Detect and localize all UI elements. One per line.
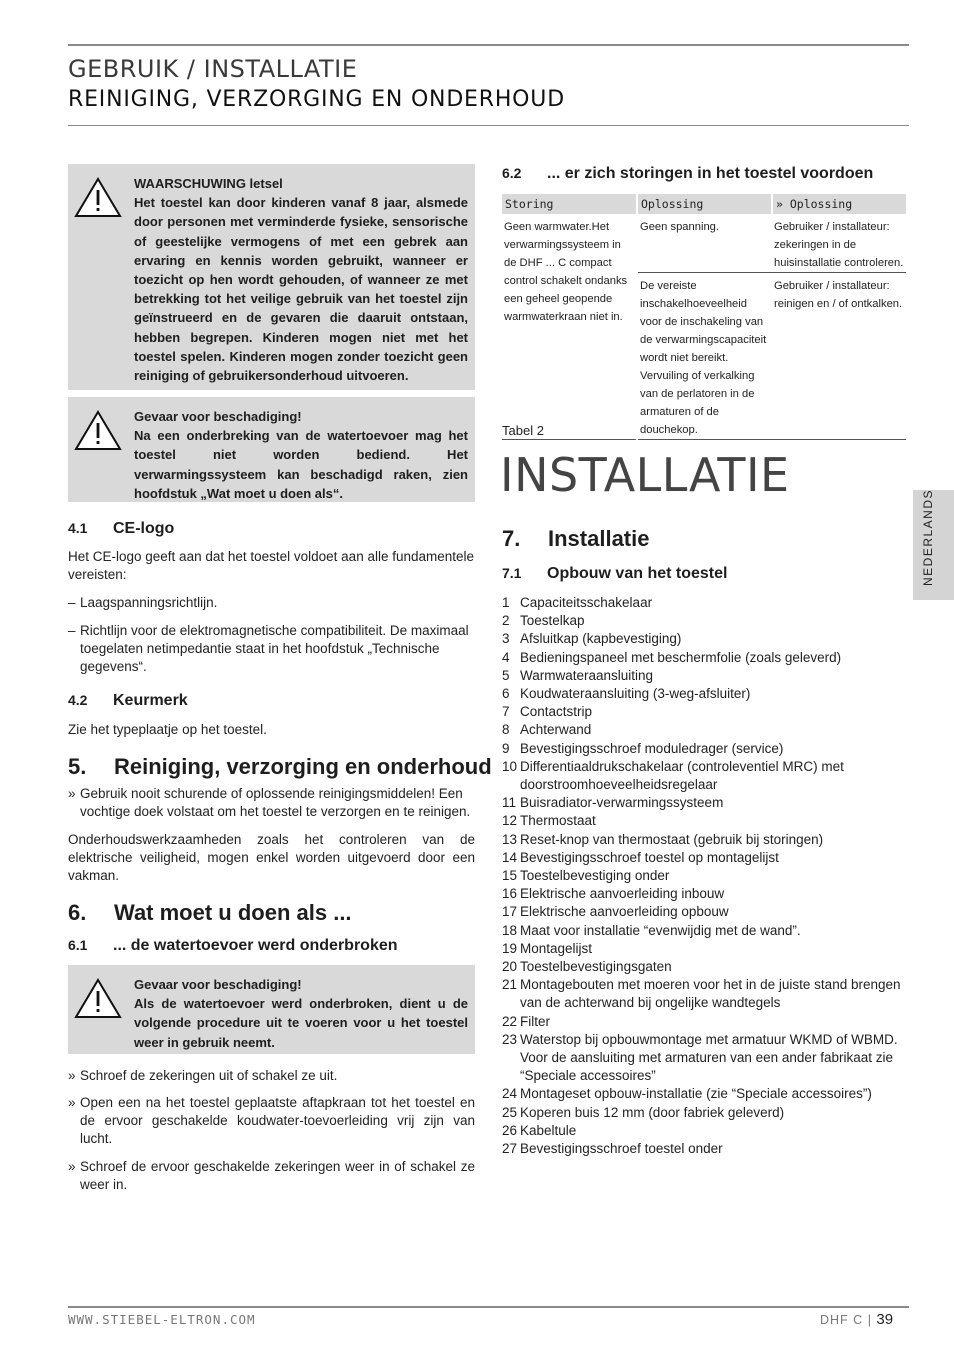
- list-item: [502, 831, 912, 849]
- list-item-text: Toestelbevestigingsgaten: [520, 959, 672, 975]
- warning-text: Na een onderbreking van de watertoevoer mag het toestel niet worden bediend. Het verwarmingssysteem kan beschadigd raken, zien hoofdstuk „Wat moet u doen als“.: [134, 428, 468, 501]
- header-section-label: GEBRUIK / INSTALLATIE: [68, 55, 358, 83]
- header-bottom-rule: [68, 125, 909, 126]
- list-item: [502, 885, 912, 903]
- list-item: [502, 630, 912, 648]
- section-6-heading: 6. Wat moet u doen als ...: [68, 900, 352, 925]
- table-header-cell: Storing: [502, 194, 637, 214]
- list-item-text: Montagelijst: [520, 940, 593, 956]
- list-item-number: 6: [502, 686, 510, 702]
- list-item-text: Achterwand: [520, 722, 592, 738]
- list-item: [502, 940, 912, 958]
- footer-website: WWW.STIEBEL-ELTRON.COM: [68, 1312, 256, 1327]
- warning-title: Gevaar voor beschadiging!: [134, 977, 302, 992]
- header-chapter-title: REINIGING, VERZORGING EN ONDERHOUD: [68, 87, 565, 112]
- list-item-number: 21: [502, 977, 518, 993]
- list-item: [502, 721, 912, 739]
- list-item: [502, 976, 912, 1012]
- list-item: [502, 685, 912, 703]
- section-5-heading: 5. Reiniging, verzorging en onderhoud: [68, 754, 492, 779]
- chapter-title: INSTALLATIE: [500, 448, 790, 502]
- section-4-1-heading: 4.1 CE-logo: [68, 520, 175, 537]
- footer-page-info: [820, 1311, 893, 1328]
- list-item: [502, 903, 912, 921]
- list-item-number: 24: [502, 1086, 518, 1102]
- list-item-number: 23: [502, 1031, 518, 1047]
- list-item-text: Buisradiator-verwarmingssysteem: [520, 795, 724, 811]
- list-item-number: 2: [502, 613, 510, 629]
- warning-triangle-icon: [74, 409, 122, 451]
- list-item-text: Koperen buis 12 mm (door fabriek geleverd): [520, 1104, 785, 1120]
- list-item: » Gebruik nooit schurende of oplossende reinigingsmiddelen! Een vochtige doek volstaat om het toestel te verzorgen en te reinigen.: [68, 786, 471, 819]
- list-item-number: 13: [502, 831, 518, 847]
- warning-triangle-icon: [74, 176, 122, 218]
- header-top-rule: [68, 44, 909, 46]
- list-item: [502, 612, 912, 630]
- list-item-number: 16: [502, 886, 518, 902]
- list-item: [502, 740, 912, 758]
- list-item-text: Waterstop bij opbouwmontage met armatuur WKMD of WBMD. Voor de aansluiting met armaturen van een ander fabrikaat zie “Speciale accessoires”: [520, 1031, 898, 1084]
- list-item: [502, 1085, 912, 1103]
- list-item: [502, 649, 912, 667]
- list-item-text: Reset-knop van thermostaat (gebruik bij storingen): [520, 831, 824, 847]
- list-item: [502, 849, 912, 867]
- list-item-text: Montageset opbouw-installatie (zie “Speciale accessoires”): [520, 1086, 872, 1102]
- list-item: » Schroef de zekeringen uit of schakel ze uit.: [68, 1068, 338, 1083]
- section-6-2-heading: 6.2 ... er zich storingen in het toestel voordoen: [502, 165, 874, 182]
- warning-text: Het toestel kan door kinderen vanaf 8 jaar, alsmede door personen met verminderde fysieke, sensorische of geestelijke vermogens of met een gebrek aan ervaring en kennis worden gebruikt, wanneer er toezicht op hen wordt gehouden, of wanneer ze met betrekking tot het veilige gebruik van het toestel zijn geïnstrueerd en de gevaren die daaruit ontstaan, hebben begrepen. Kinderen mogen niet met het toestel spelen. Kinderen mogen zonder toezicht geen reiniging of gebruikersonderhoud uitvoeren.: [134, 195, 468, 384]
- list-item-text: Elektrische aanvoerleiding opbouw: [520, 904, 729, 920]
- parts-list: [502, 594, 912, 1158]
- list-item: – Richtlijn voor de elektromagnetische compatibiliteit. De maximaal toegelaten netimpedantie staat in het hoofdstuk „Technische gegevens“.: [68, 623, 469, 674]
- list-item-number: 10: [502, 758, 518, 774]
- section-7-1-heading: 7.1 Opbouw van het toestel: [502, 565, 728, 582]
- warning-title: WAARSCHUWING letsel: [134, 176, 283, 191]
- list-item: [502, 1140, 912, 1158]
- list-item-text: Toestelkap: [520, 613, 585, 629]
- list-item: » Open een na het toestel geplaatste aftapkraan tot het toestel en de ervoor geschakelde koudwater-toevoerleiding vrij zijn van lucht.: [68, 1095, 475, 1146]
- warning-text: Als de watertoevoer werd onderbroken, dient u de volgende procedure uit te voeren voor u het toestel weer in gebruik neemt.: [134, 996, 468, 1050]
- section-4-2-heading: 4.2 Keurmerk: [68, 692, 188, 709]
- list-item-number: 19: [502, 940, 518, 956]
- list-item: [502, 867, 912, 885]
- list-item-text: Montagebouten met moeren voor het in de juiste stand brengen van de achterwand bij ongelijke wandtegels: [520, 977, 901, 1011]
- section-4-2-text: Zie het typeplaatje op het toestel.: [68, 722, 267, 737]
- list-item-text: Bevestigingsschroef toestel onder: [520, 1141, 723, 1157]
- list-item-text: Thermostaat: [520, 813, 596, 829]
- warning-title: Gevaar voor beschadiging!: [134, 409, 302, 424]
- list-item-number: 4: [502, 649, 510, 665]
- table-row: [502, 214, 906, 273]
- list-item-number: 18: [502, 922, 518, 938]
- list-item: [502, 1122, 912, 1140]
- list-item-number: 8: [502, 722, 510, 738]
- table-header-row: [502, 194, 906, 214]
- footer-rule: [68, 1306, 909, 1308]
- list-item-number: 1: [502, 595, 510, 610]
- list-item-text: Bevestigingsschroef moduledrager (service): [520, 740, 784, 756]
- list-item-number: 26: [502, 1122, 518, 1138]
- table-cell: Geen spanning.: [637, 214, 772, 273]
- list-item-number: 27: [502, 1141, 518, 1157]
- list-item: – Laagspanningsrichtlijn.: [68, 595, 218, 610]
- list-item-text: Capaciteitsschakelaar: [520, 595, 653, 610]
- list-item-number: 3: [502, 631, 510, 647]
- warning-box-injury: [68, 164, 475, 390]
- table-cell: Gebruiker / installateur: zekeringen in de huisinstallatie controleren.: [772, 214, 906, 273]
- list-item: [502, 1104, 912, 1122]
- warning-triangle-icon: [74, 977, 122, 1019]
- table-caption: Tabel 2: [502, 423, 544, 438]
- list-item: » Schroef de ervoor geschakelde zekeringen weer in of schakel ze weer in.: [68, 1159, 475, 1192]
- list-item: [502, 922, 912, 940]
- list-item-number: 20: [502, 959, 518, 975]
- section-6-1-heading: 6.1 ... de watertoevoer werd onderbroken: [68, 937, 398, 954]
- list-item-text: Differentiaaldrukschakelaar (controleventiel MRC) met doorstroomhoeveelheidsregelaar: [520, 758, 844, 793]
- table-header-cell: Oplossing: [637, 194, 772, 214]
- list-item-text: Elektrische aanvoerleiding inbouw: [520, 886, 725, 902]
- section-7-heading: 7. Installatie: [502, 526, 650, 551]
- list-item-number: 5: [502, 667, 510, 683]
- list-item-number: 11: [502, 795, 517, 811]
- list-item: [502, 667, 912, 685]
- footer-separator: |: [867, 1313, 872, 1327]
- list-item-text: Filter: [520, 1013, 550, 1029]
- list-item: [502, 794, 912, 812]
- list-item-text: Bedieningspaneel met beschermfolie (zoals geleverd): [520, 649, 842, 665]
- list-item-number: 7: [502, 704, 510, 720]
- troubleshooting-table: [502, 194, 906, 440]
- list-item-text: Warmwateraansluiting: [520, 667, 654, 683]
- page-number: 39: [876, 1311, 894, 1328]
- section-4-1-text: Het CE-logo geeft aan dat het toestel voldoet aan alle fundamentele vereisten:: [68, 549, 475, 582]
- list-item-text: Toestelbevestiging onder: [520, 868, 670, 884]
- list-item-number: 15: [502, 868, 518, 884]
- list-item: [502, 1013, 912, 1031]
- list-item: [502, 958, 912, 976]
- list-item-number: 12: [502, 813, 518, 829]
- list-item-number: 14: [502, 849, 518, 865]
- list-item-text: Maat voor installatie “evenwijdig met de wand”.: [520, 922, 801, 938]
- list-item-text: Koudwateraansluiting (3-weg-afsluiter): [520, 686, 751, 702]
- footer-model: DHF C: [820, 1313, 864, 1327]
- language-label: NEDERLANDS: [921, 488, 935, 586]
- list-item-text: Contactstrip: [520, 704, 593, 720]
- warning-box-damage: [68, 397, 475, 502]
- warning-box-water-interruption: [68, 965, 475, 1054]
- table-cell: Gebruiker / installateur: reinigen en / of ontkalken.: [772, 273, 906, 440]
- list-item-text: Bevestigingsschroef toestel op montagelijst: [520, 849, 779, 865]
- table-cell: Geen warmwater.Het verwarmingssysteem in de DHF ... C compact control schakelt ondanks een geheel geopende warmwaterkraan niet in.: [502, 214, 637, 440]
- list-item-number: 22: [502, 1013, 518, 1029]
- table-cell: De vereiste inschakelhoeveelheid voor de inschakeling van de verwarmingscapaciteit wordt niet bereikt. Vervuiling of verkalking van de perlatoren in de armaturen of de douchekop.: [637, 273, 772, 440]
- section-5-text: Onderhoudswerkzaamheden zoals het controleren van de elektrische veiligheid, mogen enkel worden uitgevoerd door een vakman.: [68, 832, 475, 883]
- list-item-number: 9: [502, 740, 510, 756]
- list-item: [502, 594, 912, 612]
- list-item: [502, 1031, 912, 1086]
- list-item-number: 17: [502, 904, 518, 920]
- list-item: [502, 703, 912, 721]
- list-item: [502, 758, 912, 794]
- language-side-tab: [913, 490, 954, 600]
- list-item: [502, 812, 912, 830]
- table-header-cell: » Oplossing: [772, 194, 906, 214]
- list-item-text: Afsluitkap (kapbevestiging): [520, 631, 682, 647]
- list-item-text: Kabeltule: [520, 1122, 577, 1138]
- list-item-number: 25: [502, 1104, 518, 1120]
